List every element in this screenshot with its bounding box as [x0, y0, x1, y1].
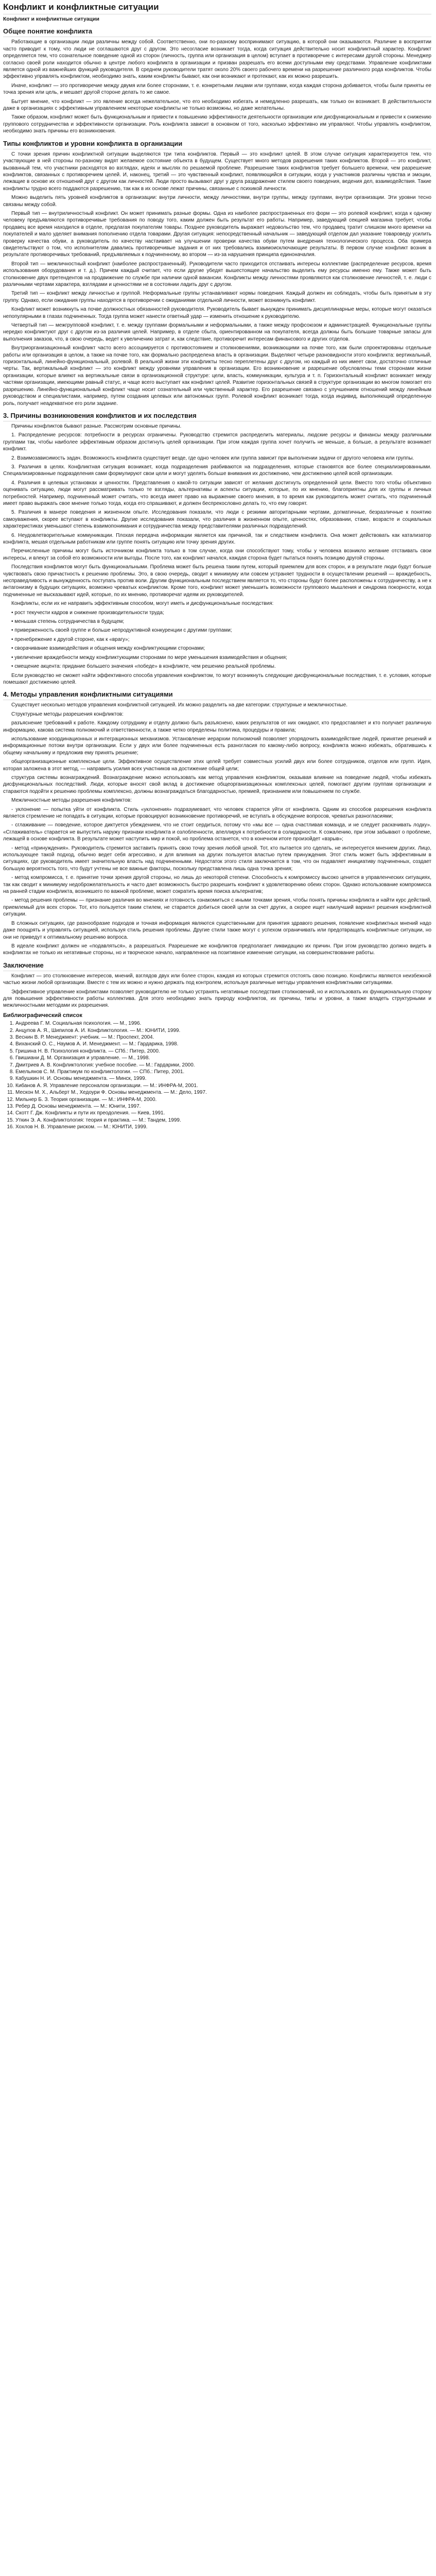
section-paragraph: Причины конфликтов бывают разные. Рассмотрим основные причины.: [11, 423, 182, 429]
bibliography-item: 2. Анцупов А. Я., Шипилов А. И. Конфликтология. — М.: ЮНИТИ, 1999.: [15, 1027, 431, 1034]
bibliography-item: 8. Емельянов С. М. Практикум по конфликтологии. — СПб.: Питер, 2001.: [15, 1069, 431, 1075]
bibliography-item: 12. Мильнер Б. З. Теория организации. — М.: ИНФРА-М, 2000.: [15, 1096, 431, 1103]
section-paragraph: разъяснение требований к работе. Каждому сотруднику и отделу должно быть разъяснено, каких результатов от них ожидают, кто предоставляет и кто получает различную информацию, какова система полномочий и ответственности, а также четко определены политика, процедуры и правила;: [3, 720, 431, 733]
bibliography-heading: Библиографический список: [3, 1012, 82, 1019]
document: [0, 0, 436, 1136]
section-paragraph: Последствия конфликтов могут быть функциональными. Проблема может быть решена таким путем, который приемлем для всех сторон, и в результате люди будут больше чувствовать свою причастность к решению проблемы. Это, в свою очередь, сводит к минимуму или совсем устраняет трудности в осуществлении решений — враждебность, несправедливость и вынужденность поступать против воли. Другим функциональным последствием является то, что стороны будут более расположены к сотрудничеству, а не к антагонизму в будущих ситуациях, возможно чреватых конфликтом. Кроме того, конфликт может уменьшить возможности группового мышления и синдрома покорности, когда подчиненные не высказывают идей, которые, по их мнению, противоречат идеям их руководителей.: [3, 564, 431, 598]
section-paragraph: • пренебрежение к другой стороне, как к «врагу»;: [11, 636, 130, 642]
section-paragraph: - метод компромисса, т. е. принятие точки зрения другой стороны, но лишь до некоторой степени. Способность к компромиссу высоко ценится в управленческих ситуациях, так как сводит к минимуму недоброжелательность и часто дает возможность быстро разрешить конфликт к удовлетворению обеих сторон. Однако использование компромисса на ранней стадии конфликта, возникшего по важной проблеме, может сократить время поиска альтернатив;: [3, 875, 431, 895]
bibliography-item: 4. Виханский О. С., Наумов А. И. Менеджмент. — М.: Гардарика, 1998.: [15, 1041, 431, 1047]
section-paragraph: Бытует мнение, что конфликт — это явление всегда нежелательное, что его необходимо избегать и немедленно разрешать, как только он возникает. В действительности даже в организациях с эффективным управлением некоторые конфликты не только возможны, но даже желательны.: [3, 98, 431, 112]
section-paragraph: 2. Взаимозависимость задач. Возможность конфликта существует везде, где одно человек или группа зависит при выполнении задачи от другого человека или группы.: [11, 455, 414, 461]
bibliography-item: 6. Гвишиани Д. М. Организация и управление. — М., 1998.: [15, 1055, 431, 1061]
section-heading: 4. Методы управления конфликтными ситуациями: [3, 690, 431, 700]
bibliography-item: 15. Уткин Э. А. Конфликтология: теория и практика. — М.: Тандем, 1999.: [15, 1117, 431, 1124]
bibliography-item: 14. Скотт Г. Дж. Конфликты и пути их преодоления. — Киев, 1991.: [15, 1110, 431, 1116]
section-paragraph: Существует несколько методов управления конфликтной ситуацией. Их можно разделить на две категории: структурные и межличностные.: [11, 702, 347, 708]
section-paragraph: 4. Различия в целевых установках и ценностях. Представления о какой-то ситуации зависят от желания достигнуть определенной цели. Вместо того чтобы объективно оценивать ситуацию, люди могут рассматривать только те взгляды, альтернативы и аспекты ситуации, которые, по их мнению, благоприятны для их группы и личных потребностей. Например, подчиненный может считать, что всегда имеет право на выражение своего мнения, в то время как руководитель может считать, что подчиненный имеет право выражать свое мнение только тогда, когда его спрашивают, и должен беспрекословно делать то, что ему говорят.: [3, 480, 431, 506]
section-paragraph: • смещение акцента: придание большего значения «победе» в конфликте, чем решению реальной проблемы.: [11, 664, 276, 670]
section-paragraph: Иначе, конфликт — это противоречие между двумя или более сторонами, т. е. конкретными лицами или группами, когда каждая сторона добивается, чтобы были приняты ее точка зрения или цель, и мешает другой стороне делать то же самое.: [3, 82, 431, 96]
section-paragraph: - сглаживание — поведение, которое диктуется убеждением, что не стоит сердиться, потому что «мы все — одна счастливая команда, и не следует раскачивать лодку». «Сглаживатель» старается не выпустить наружу признаки конфликта и озлобленности, апеллируя к потребности в солидарности. К сожалению, при этом забывают о проблеме, лежащей в основе конфликта. В результате может наступить мир и покой, но проблема останется, что в конечном итоге произойдет «взрыв»;: [3, 822, 431, 842]
section-paragraph: Межличностные методы разрешения конфликтов:: [11, 798, 132, 804]
section-heading: Типы конфликтов и уровни конфликта в организации: [3, 139, 431, 149]
section-paragraph: • увеличение враждебности между конфликтующими сторонами по мере уменьшения взаимодействия и общения;: [11, 654, 287, 660]
bibliography-item: 9. Кабушкин Н. И. Основы менеджмента. — Минск, 1999.: [15, 1075, 431, 1082]
section-paragraph: Структурные методы разрешения конфликтов:: [11, 711, 124, 717]
bibliography-item: 16. Хохлов Н. В. Управление риском. — М.: ЮНИТИ, 1999.: [15, 1124, 431, 1130]
section-paragraph: В идеале конфликт должен не «подавляться», а разрешаться. Разрешение же конфликтов предполагает ликвидацию их причин. При этом руководство должно видеть в конфликтах не только их негативные стороны, но и творческое начало, направленное на позитивное изменение ситуации, на совершенствование работы.: [3, 943, 431, 956]
section-paragraph: Перечисленные причины могут быть источником конфликта только в том случае, когда они способствуют тому, чтобы у человека возникло желание отстаивать свои интересы, и влекут за собой его возможности или выгоды. После того, как конфликт начался, каждая сторона будет пытаться понять позицию другой стороны.: [3, 548, 431, 561]
bibliography-item: 13. Ребер Д. Основы менеджмента. — М.: Юнити, 1997.: [15, 1103, 431, 1110]
section-paragraph: 3. Различия в целях. Конфликтная ситуация возникает, когда подразделения разбиваются на подразделения, которые становятся все более специализированными. Специализированные подразделения сами формулируют свои цели и могут уделять больше внимания их достижению, чем достижению целей всей организации.: [3, 464, 431, 477]
bibliography-item: 3. Веснин В. Р. Менеджмент: учебник. — М.: Проспект, 2004.: [15, 1034, 431, 1041]
section-paragraph: • сворачивание взаимодействия и общения между конфликтующими сторонами;: [11, 646, 205, 652]
section-paragraph: Третий тип — конфликт между личностью и группой. Неформальные группы устанавливают нормы поведения. Каждый должен их соблюдать, чтобы быть принятым в эту группу. Однако, если ожидания группы находятся в противоречии с ожиданиями отдельной личности, может возникнуть конфликт.: [3, 291, 431, 303]
section-paragraph: использование координационных и интеграционных механизмов. Установление иерархии полномочий позволяет упорядочить взаимодействие людей, принятие решений и информационные потоки внутри организации. Если у двух или более подчиненных есть разногласия по какому-либо вопросу, конфликта можно избежать, обратившись к общему начальнику и предложив ему принять решение;: [3, 736, 431, 756]
section-paragraph: Внутриорганизационный конфликт часто всего ассоциируется с противостоянием и столкновениями, возникающими на почве того, как были спроектированы отдельные работы или организация в целом, а также на почве того, как формально распределена власть в организации. Выделяют четыре разновидности этого конфликта: вертикальный, горизонтальный, линейно-функциональный, ролевой. В реальной жизни эти конфликты тесно переплетены друг с другом, но каждый из них имеет свои, достаточно отличные черты. Так, вертикальный конфликт — это конфликт между уровнями управления в организации. Его возникновение и разрешение обусловлены теми сторонами жизни организации, которые влияют на вертикальные связи в организационной структуре: цели, власть, коммуникации, культура и т. п. Горизонтальный конфликт возникает между частями организации, имеющими равный статус, и чаще всего выступает как конфликт целей. Развитие горизонтальных связей в структуре организации во многом помогает его разрешению. Линейно-функциональный конфликт чаще носит сознательный или чувственный характер. Его разрешение связано с улучшением отношений между линейным руководством и специалистами, например, путем создания целевых или автономных групп. Ролевой конфликт возникает тогда, когда индивид, выполняющий определенную роль, получает неадекватное его роли задание.: [3, 345, 431, 406]
page-title: Конфликт и конфликтные ситуации: [3, 2, 431, 14]
section-heading: Общее понятие конфликта: [3, 27, 431, 37]
bibliography-list: [3, 1020, 431, 1131]
section-paragraph: Работающие в организации люди различны между собой. Соответственно, они по-разному воспринимают ситуацию, в которой они оказываются. Различие в восприятии часто приводит к тому, что люди не соглашаются друг с другом. Это несогласие возникает тогда, когда ситуация действительно носит конфликтный характер. Конфликт определяется тем, что сознательное поведение одной из сторон (личность, группа или организация в целом) вступает в противоречие с интересами другой стороны. Менеджер согласно своей роли находится обычно в центре любого конфликта в организации и призван разрешать его всеми доступными ему средствами. Управление конфликтами является одной из важнейших функций руководителя. В среднем руководители тратят около 20% своего рабочего времени на разрешение различного рода конфликтов. Чтобы эффективно управлять конфликтом, необходимо знать, каким конфликты бывают, как они возникают и протекают, как их можно разрешить.: [3, 39, 431, 80]
section-paragraph: Первый тип — внутриличностный конфликт. Он может принимать разные формы. Одна из наиболее распространенных его форм — это ролевой конфликт, когда к одному человеку предъявляются противоречивые требования по поводу того, каким должен быть результат его работы. Например, заведующий секцией магазина требует, чтобы продавец все время находился в отделе, предлагая покупателям товары. Позднее руководитель выражает недовольство тем, что продавец тратит слишком много времени на покупателей и мало уделяет внимания пополнению отдела товарами. Другая ситуация: непосредственный начальник — заведующий отделом дал указание товароведу усилить проверку качества обуви, а руководитель по качеству настаивает на улучшении проверки качества обуви путем внедрения технологического процесса. Оба примера свидетельствуют о том, что исполнителям давались противоречивые задания и от них требовались взаимоисключающие результаты. В первом случае конфликт возник в результате противоречивых требований, предъявляемых к подчиненному, во втором — из-за нарушения принципа единоначалия.: [3, 210, 431, 258]
section-paragraph: Конфликт — это столкновение интересов, мнений, взглядов двух или более сторон, каждая из которых стремится отстоять свою позицию. Конфликты являются неизбежной частью жизни любой организации. Вместе с тем их можно и нужно держать под контролем, используя различные методы управления конфликтными ситуациями.: [3, 973, 431, 986]
bibliography-item: 5. Гришина Н. В. Психология конфликта. — СПб.: Питер, 2000.: [15, 1048, 431, 1055]
document-subtitle: Конфликт и конфликтные ситуации: [3, 16, 99, 22]
section-paragraph: Если руководство не сможет найти эффективного способа управления конфликтом, то могут возникнуть следующие дисфункциональные последствия, т. е. условия, которые помешают достижению целей.: [3, 672, 431, 685]
section-paragraph: Второй тип — межличностный конфликт (наиболее распространенный). Руководители часто приходится отстаивать интересы коллективе (распределение ресурсов, время использования оборудования и т. д.). Причем каждый считает, что если другие убедят вышестоящее начальство выделить ему ресурсы именно ему. Также может быть столкновение двух претендентов на продвижение по службе при наличии одной вакансии. Конфликты между личностями проявляются как столкновение личностей, т. е. люди с различными чертами характера, взглядами и ценностями не в состоянии ладить друг с другом.: [3, 261, 431, 287]
section-paragraph: Также образом, конфликт может быть функциональным и привести к повышению эффективности деятельности организации или дисфункциональным и привести к снижению группового сотрудничества и эффективности организации. Роль конфликта зависит в основном от того, насколько эффективно им управляют. Чтобы управлять конфликтом, необходимо знать причины его возникновения.: [3, 114, 431, 134]
bibliography-item: 7. Дмитриев А. В. Конфликтология: учебное пособие. — М.: Гардарики, 2000.: [15, 1062, 431, 1069]
section-paragraph: С точки зрения причин конфликтной ситуации выделяются три типа конфликтов. Первый — это конфликт целей. В этом случае ситуация характеризуется тем, что участвующие в ней стороны по-разному видят желаемое состояние объекта в будущем. Существует много методов разрешения таких конфликтов. Второй — это конфликт, вызванный тем, что участники расходятся во взглядах, идеях и мыслях по решаемой проблеме. Разрешение таких конфликтов требует большего времени, чем разрешение конфликтов, связанных с противоречием целей. И, наконец, третий — это чувственный конфликт, появляющийся в ситуации, когда у участников различны чувства и эмоции, лежащие в основе их отношений друг с другом как личностей. Люди просто вызывают друг у друга раздражение стилем своего поведения, ведения дел, взаимодействия. Такие конфликты трудно всего поддаются разрешению, так как в их основе лежат причины, связанные с психикой личности.: [3, 151, 431, 192]
section-paragraph: • рост текучести кадров и снижение производительности труда;: [11, 609, 164, 616]
section-paragraph: Конфликт может возникнуть на почве должностных обязанностей руководителя. Руководитель бывает вынужден принимать дисциплинарные меры, которые могут оказаться непопулярными в глазах подчиненных. Тогда группа может нанести ответный удар — изменить отношение к руководителю.: [3, 307, 431, 319]
section-paragraph: 5. Различия в манере поведения и жизненном опыте. Исследования показали, что люди с резкими авторитарными чертами, догматичные, безразличные к понятию самоуважения, скорее вступают в конфликты. Другие исследования показали, что различия в жизненном опыте, ценностях, образовании, стаже, возрасте и социальных характеристиках уменьшают степень взаимопонимания и сотрудничества между представителями различных подразделений.: [3, 510, 431, 530]
section-paragraph: 6. Неудовлетворительные коммуникации. Плохая передача информации является как причиной, так и следствием конфликта. Она может действовать как катализатор конфликта, мешая отдельным работникам или группе понять ситуацию или точку зрения других.: [3, 532, 431, 545]
bibliography-item: 10. Кибанов А. Я. Управление персоналом организации. — М.: ИНФРА-М, 2001.: [15, 1082, 431, 1089]
section-heading: Заключение: [3, 961, 431, 971]
section-heading: 3. Причины возникновения конфликтов и их последствия: [3, 411, 431, 421]
section-paragraph: Можно выделить пять уровней конфликтов в организации: внутри личности, между личностями, внутри группы, между группами, внутри организации. Эти уровни тесно связаны между собой.: [3, 195, 431, 208]
section-paragraph: Конфликты, если их не направить эффективным способом, могут иметь и дисфункциональные последствия:: [11, 601, 274, 607]
section-paragraph: - метод решения проблемы — признание различия во мнениях и готовность ознакомиться с иными точками зрения, чтобы понять причины конфликта и найти курс действий, приемлемый для всех сторон. Тот, кто пользуется таким стилем, не старается добиться своей цели за счет других, а скорее ищет наилучший вариант решения конфликтной ситуации.: [3, 897, 431, 918]
bibliography-item: 11. Мескон М. Х., Альберт М., Хедоури Ф. Основы менеджмента. — М.: Дело, 1997.: [15, 1089, 431, 1096]
section-paragraph: • меньшая степень сотрудничества в будущем;: [11, 619, 125, 625]
section-paragraph: В сложных ситуациях, где разнообразие подходов и точная информация являются существенными для принятия здравого решения, появление конфликтных мнений надо даже поощрять и управлять ситуацией, используя стиль решения проблемы. Другие стили также могут с успехом ограничивать или предотвращать конфликтные ситуации, но они не приведут к оптимальному решению вопроса.: [3, 920, 431, 940]
section-paragraph: Эффективное управление конфликтами позволяет руководителю не только устранять негативные последствия столкновений, но и использовать их функциональную сторону для повышения эффективности работы коллектива. Для этого необходимо знать природу конфликтов, их причины, типы и уровни, а также владеть структурными и межличностными методами их разрешения.: [3, 989, 431, 1009]
bibliography-item: 1. Андреева Г. М. Социальная психология. — М., 1996.: [15, 1020, 431, 1027]
section-paragraph: • приверженность своей группе и больше непродуктивной конкуренции с другими группами;: [11, 628, 232, 634]
section-paragraph: структура системы вознаграждений. Вознаграждение можно использовать как метод управления конфликтом, оказывая влияние на поведение людей, чтобы избежать дисфункциональных последствий. Люди, которые вносят свой вклад в достижение общеорганизационных комплексных целей, помогают другим группам организации и стараются подойти к решению проблемы комплексно, должны вознаграждаться благодарностью, премией, признанием или повышением по службе.: [3, 774, 431, 794]
section-paragraph: 1. Распределение ресурсов: потребности в ресурсах ограничены. Руководство стремится распределить материалы, людские ресурсы и финансы между различными группами так, чтобы наиболее эффективным образом достигнуть целей организации. При этом каждая группа хочет получить не меньше, а больше, а результате возникает конфликт.: [3, 432, 431, 452]
section-paragraph: - метод «принуждения». Руководитель стремится заставить принять свою точку зрения любой ценой. Тот, кто пытается это сделать, не интересуется мнением других. Лицо, использующее такой подход, обычно ведет себя агрессивно, и для влияния на других пользуется властью путем принуждения. Этот стиль может быть эффективным в ситуациях, где руководитель имеет значительную власть над подчиненными. Недостаток этого стиля заключается в том, что он подавляет инициативу подчиненных, создает большую вероятность того, что будут учтены не все важные факторы, поскольку представлена лишь одна точка зрения;: [3, 845, 431, 872]
section-paragraph: общеорганизационные комплексные цели. Эффективное осуществление этих целей требует совместных усилий двух или более сотрудников, отделов или групп. Идея, которая заложена в этот метод, — направить усилия всех участников на достижение общей цели;: [3, 759, 431, 772]
section-paragraph: - уклонение — попытка уйти от конфликта. Стиль «уклонения» подразумевает, что человек старается уйти от конфликта. Одним из способов разрешения конфликта является стремление не попадать в ситуации, которые провоцируют возникновение противоречий, не вступать в обсуждение вопросов, чреватых разногласиями;: [3, 806, 431, 819]
document-body: [3, 27, 431, 1009]
section-paragraph: Четвертый тип — межгрупповой конфликт, т. е. между группами формальными и неформальными, а также между профсоюзом и администрацией. Функциональные группы нередко конфликтуют друг с другом из-за различия целей. Например, в отделе сбыта, ориентированном на покупателя, всегда должны быть большие товарные запасы для выполнения заказов, что, в свою очередь, ведет к увеличению затрат и, как следствие, противоречит интересам финансового и других отделов.: [3, 323, 431, 342]
